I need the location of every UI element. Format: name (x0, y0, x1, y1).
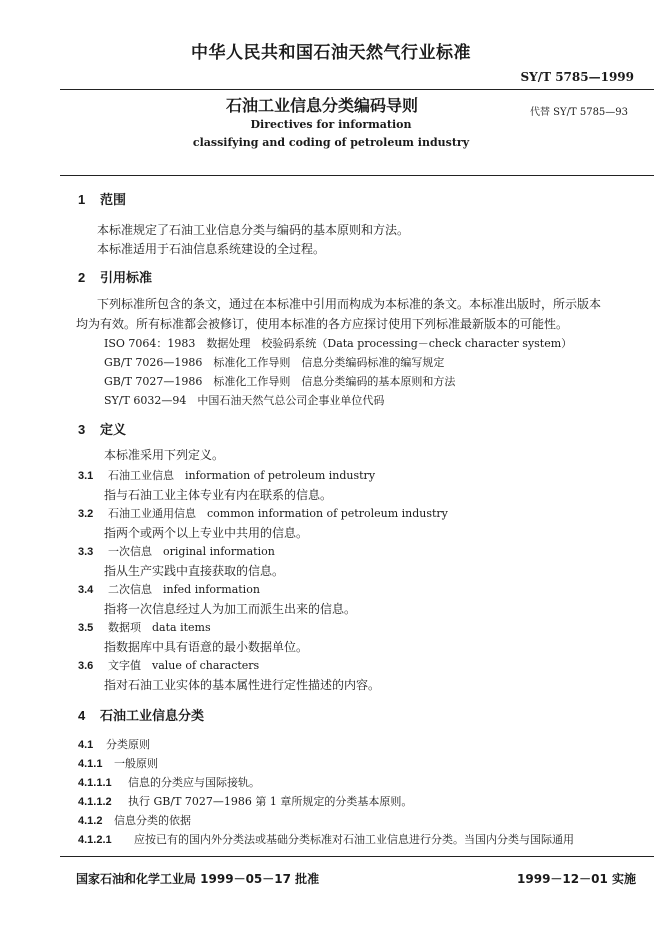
clause-item (78, 755, 158, 771)
definition-term (78, 505, 448, 521)
section-3-heading (78, 419, 126, 438)
clause-text: 信息的分类应与国际接轨。 (128, 776, 260, 789)
clause-text: 分类原则 (106, 738, 150, 751)
clause-number: 4.1.2.1 (78, 834, 112, 846)
clause-number: 3.6 (78, 660, 94, 672)
title-rule (60, 175, 654, 176)
section-4-heading (78, 705, 204, 724)
reference-entry: GB/T 7026—1986 标准化工作导则 信息分类编码标准的编写规定 (104, 356, 445, 369)
reference-entry: ISO 7064：1983 数据处理 校验码系统（Data processing－check character system） (104, 337, 573, 350)
clause-text: 应按已有的国内外分类法或基础分类标准对石油工业信息进行分类。当国内分类与国际通用 (134, 833, 574, 846)
section-number: 2 (78, 270, 86, 285)
definition-text: 指数据库中具有语意的最小数据单位。 (104, 640, 309, 654)
term-text: 石油工业通用信息 common information of petroleum industry (108, 507, 448, 520)
paragraph: 本标准采用下列定义。 (104, 448, 225, 462)
document-title: 石油工业信息分类编码导则 (226, 96, 419, 115)
paragraph: 均为有效。所有标准都会被修订，使用本标准的各方应探讨使用下列标准最新版本的可能性。 (76, 317, 569, 331)
clause-number: 4.1.1.1 (78, 777, 112, 789)
term-text: 石油工业信息 information of petroleum industry (108, 469, 376, 482)
reference-entry: GB/T 7027—1986 标准化工作导则 信息分类编码的基本原则和方法 (104, 375, 456, 388)
clause-number: 4.1.1.2 (78, 796, 112, 808)
definition-term (78, 543, 275, 559)
reference-entry: SY/T 6032—94 中国石油天然气总公司企事业单位代码 (104, 394, 385, 407)
term-text: 一次信息 original information (108, 545, 275, 558)
section-title: 范围 (100, 193, 127, 208)
clause-item (78, 736, 150, 752)
section-title: 引用标准 (100, 271, 153, 286)
clause-text: 一般原则 (114, 757, 158, 770)
clause-number: 3.4 (78, 584, 94, 596)
issuing-authority-title: 中华人民共和国石油天然气行业标准 (191, 43, 471, 63)
clause-text: 执行 GB/T 7027—1986 第 1 章所规定的分类基本原则。 (128, 795, 413, 808)
section-title: 定义 (100, 423, 127, 438)
header-rule (60, 89, 654, 90)
clause-number: 3.3 (78, 546, 94, 558)
clause-number: 4.1.1 (78, 758, 103, 770)
section-number: 4 (78, 708, 86, 723)
standard-code: SY/T 5785—1999 (520, 70, 634, 84)
paragraph: 本标准适用于石油信息系统建设的全过程。 (97, 242, 326, 256)
english-title-line2: classifying and coding of petroleum industry (192, 136, 470, 149)
term-text: 文字值 value of characters (108, 659, 260, 672)
section-1-heading (78, 189, 126, 208)
definition-text: 指与石油工业主体专业有内在联系的信息。 (104, 488, 333, 502)
clause-number: 4.1 (78, 739, 94, 751)
paragraph: 下列标准所包含的条文，通过在本标准中引用而构成为本标准的条文。本标准出版时，所示版本 (97, 297, 602, 311)
definition-term (78, 619, 211, 635)
definition-term (78, 581, 260, 597)
term-text: 数据项 data items (108, 621, 211, 634)
definition-text: 指从生产实践中直接获取的信息。 (104, 564, 285, 578)
definition-text: 指对石油工业实体的基本属性进行定性描述的内容。 (104, 678, 381, 692)
term-text: 二次信息 infed information (108, 583, 260, 596)
clause-item (78, 812, 191, 828)
section-number: 3 (78, 422, 86, 437)
clause-item (78, 793, 412, 809)
clause-number: 3.2 (78, 508, 94, 520)
section-title: 石油工业信息分类 (100, 709, 205, 724)
english-title-line1: Directives for information (250, 118, 412, 131)
implementation-date: 1999－12－01 实施 (517, 872, 636, 886)
clause-item (78, 774, 260, 790)
replaces-standard: 代替 SY/T 5785—93 (530, 107, 629, 118)
definition-text: 指两个或两个以上专业中共用的信息。 (104, 526, 309, 540)
section-number: 1 (78, 192, 86, 207)
definition-text: 指将一次信息经过人为加工而派生出来的信息。 (104, 602, 357, 616)
section-2-heading (78, 267, 152, 286)
definition-term (78, 467, 375, 483)
clause-number: 4.1.2 (78, 815, 103, 827)
clause-number: 3.1 (78, 470, 94, 482)
paragraph: 本标准规定了石油工业信息分类与编码的基本原则和方法。 (97, 223, 410, 237)
approval-line: 国家石油和化学工业局 1999－05－17 批准 (76, 872, 320, 886)
footer-rule (60, 856, 654, 857)
definition-term (78, 657, 259, 673)
clause-number: 3.5 (78, 622, 94, 634)
clause-item (78, 831, 574, 847)
clause-text: 信息分类的依据 (114, 814, 191, 827)
